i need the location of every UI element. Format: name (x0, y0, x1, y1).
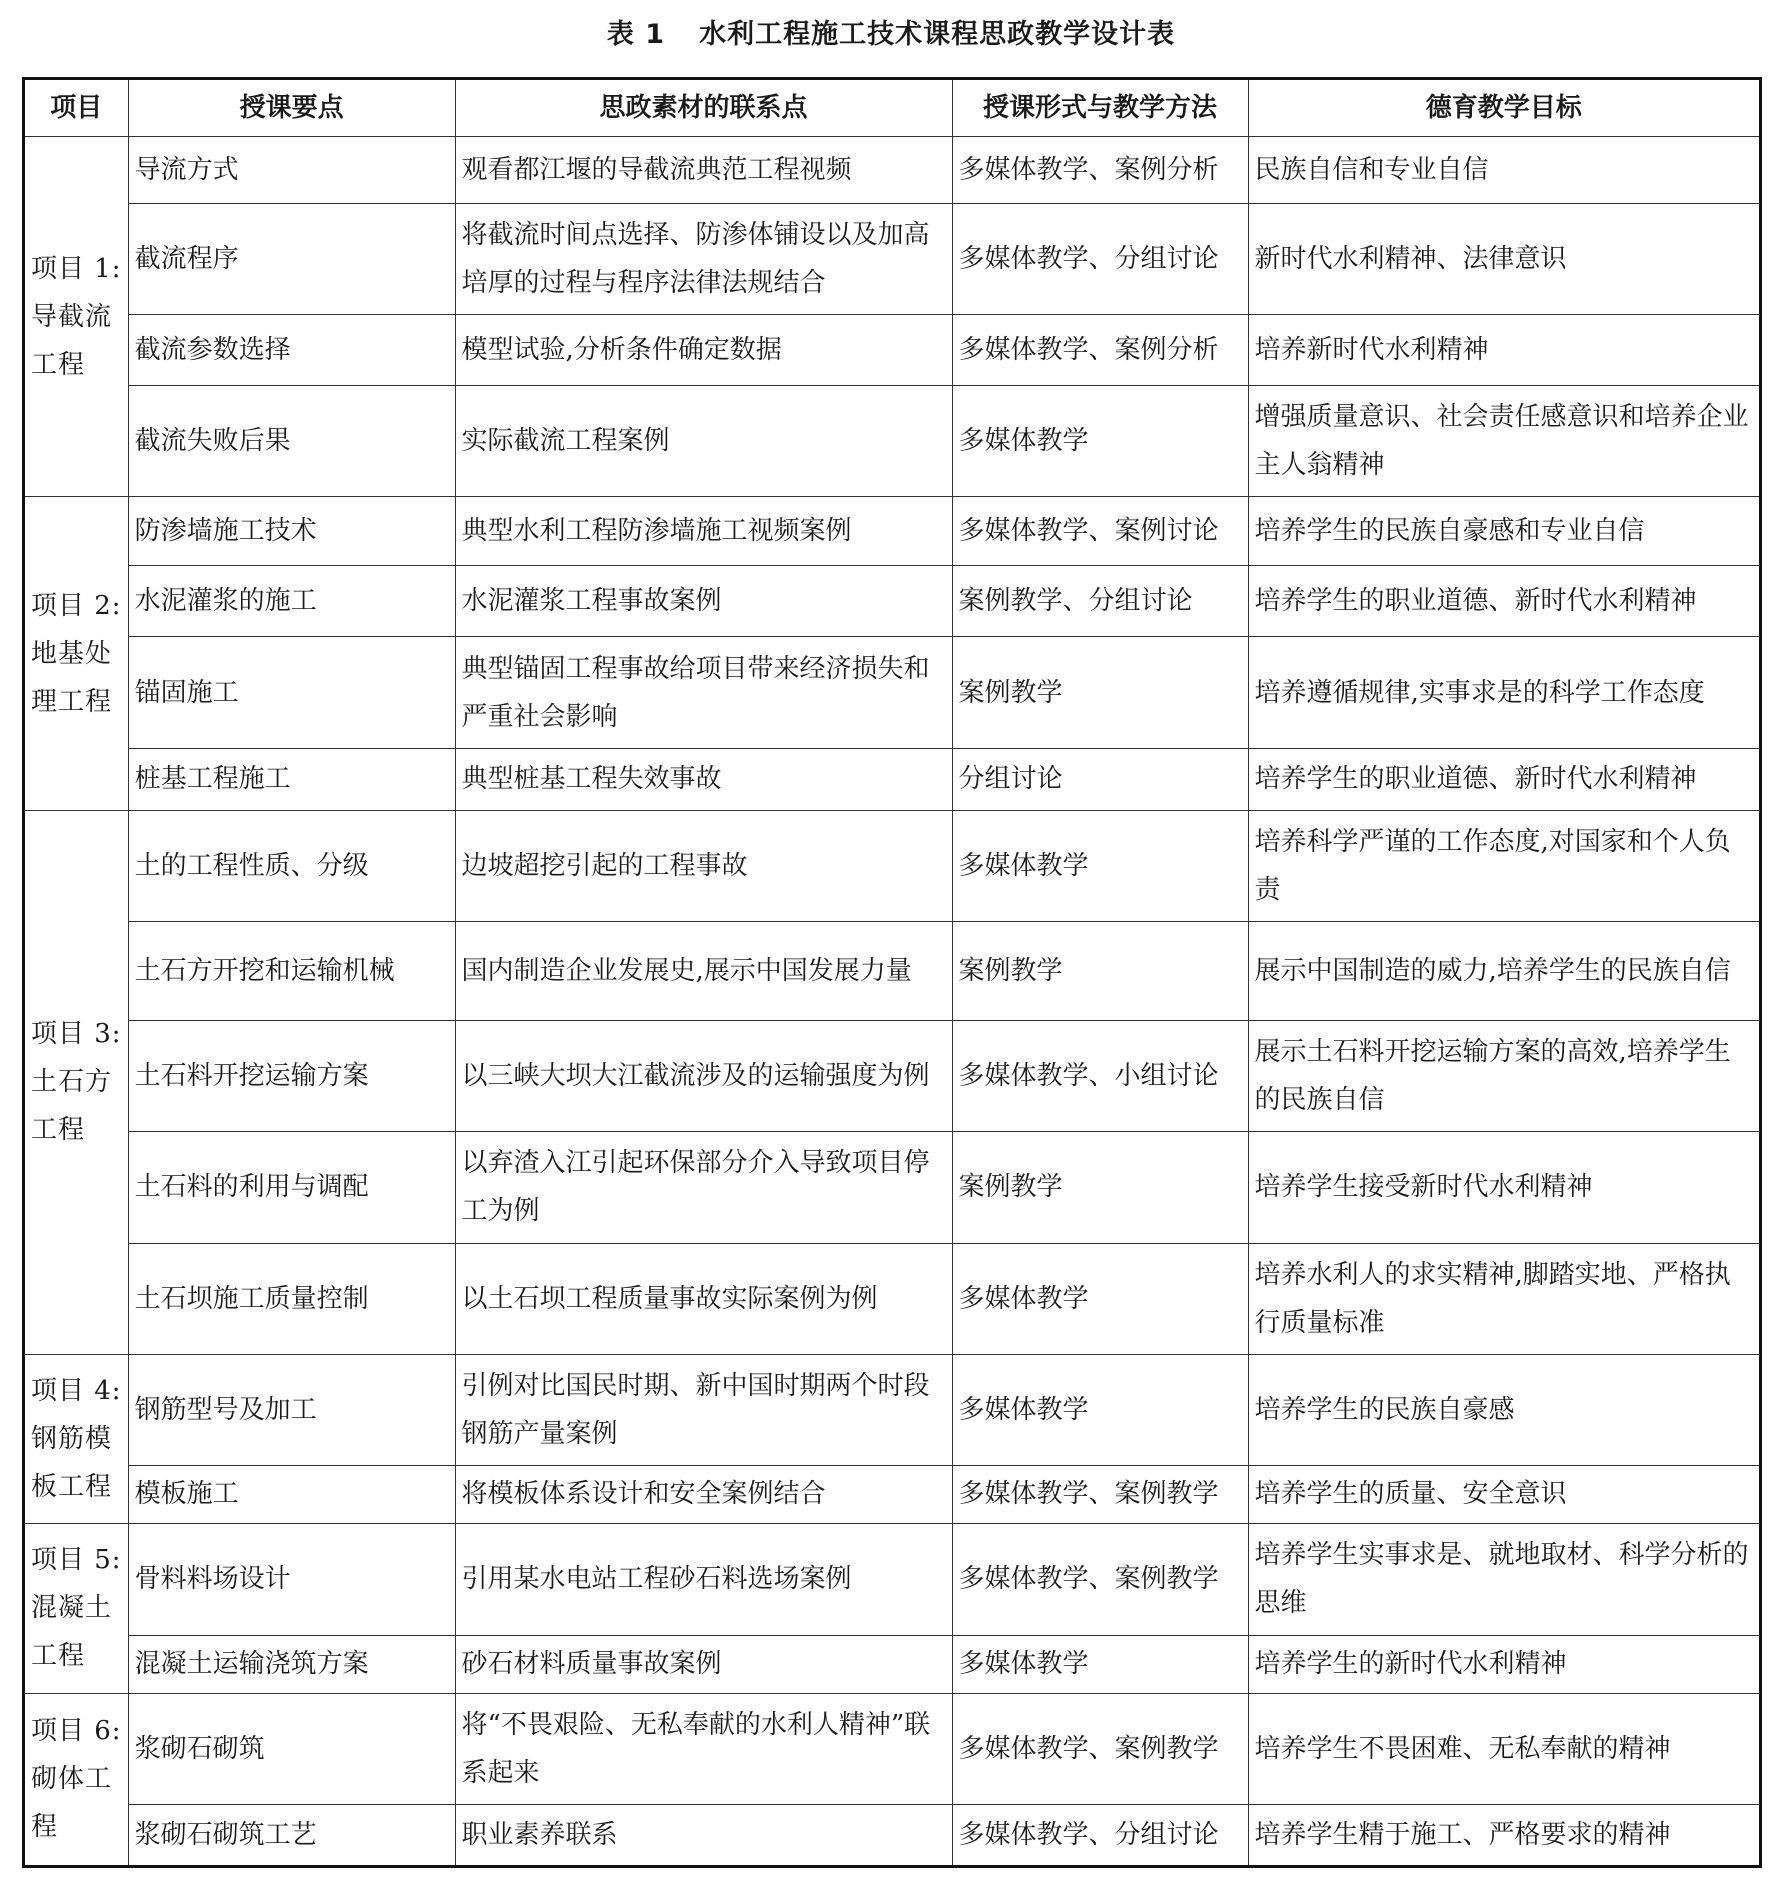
teaching-method-cell: 多媒体教学 (952, 1636, 1248, 1693)
moral-goal-cell: 培养水利人的求实精神,脚踏实地、严格执行质量标准 (1248, 1243, 1760, 1354)
teaching-method-cell: 案例教学、分组讨论 (952, 566, 1248, 637)
table-row (24, 1020, 1761, 1131)
teaching-point-cell: 水泥灌浆的施工 (128, 566, 455, 637)
moral-goal-cell: 新时代水利精神、法律意识 (1248, 203, 1760, 314)
material-link-cell: 以弃渣入江引起环保部分介入导致项目停工为例 (455, 1132, 952, 1243)
header-teaching-method: 授课形式与教学方法 (952, 79, 1248, 137)
project-title-line: 项目 1: (31, 253, 122, 284)
moral-goal-cell: 培养学生的职业道德、新时代水利精神 (1248, 566, 1760, 637)
teaching-point-cell: 模板施工 (128, 1466, 455, 1523)
table-row (24, 314, 1761, 385)
project-title-line: 砌体工 (31, 1764, 113, 1795)
teaching-point-cell: 土石坝施工质量控制 (128, 1243, 455, 1354)
table-row (24, 1693, 1761, 1804)
project-title-line: 钢筋模 (31, 1423, 113, 1454)
moral-goal-cell: 培养学生的新时代水利精神 (1248, 1636, 1760, 1693)
project-cell (24, 810, 129, 1354)
project-title-line: 程 (31, 1812, 59, 1843)
moral-goal-cell: 培养学生实事求是、就地取材、科学分析的思维 (1248, 1523, 1760, 1636)
moral-goal-cell: 培养新时代水利精神 (1248, 314, 1760, 385)
project-title-line: 项目 6: (31, 1716, 122, 1747)
table-row (24, 1804, 1761, 1866)
material-link-cell: 实际截流工程案例 (455, 386, 952, 497)
project-cell (24, 137, 129, 497)
moral-goal-cell: 培养学生的民族自豪感 (1248, 1354, 1760, 1465)
table-row (24, 1132, 1761, 1243)
table-row (24, 497, 1761, 566)
project-title-line: 理工程 (31, 686, 113, 717)
header-moral-goal: 德育教学目标 (1248, 79, 1760, 137)
teaching-method-cell: 多媒体教学、案例教学 (952, 1693, 1248, 1804)
project-cell (24, 1354, 129, 1523)
teaching-method-cell: 多媒体教学、分组讨论 (952, 203, 1248, 314)
material-link-cell: 以土石坝工程质量事故实际案例为例 (455, 1243, 952, 1354)
table-row (24, 637, 1761, 748)
project-title-line: 工程 (31, 349, 86, 380)
table-row (24, 922, 1761, 1021)
teaching-method-cell: 多媒体教学、案例教学 (952, 1466, 1248, 1523)
material-link-cell: 模型试验,分析条件确定数据 (455, 314, 952, 385)
table-row (24, 1466, 1761, 1523)
material-link-cell: 国内制造企业发展史,展示中国发展力量 (455, 922, 952, 1021)
table-number: 表 1 (606, 19, 666, 50)
material-link-cell: 观看都江堰的导截流典范工程视频 (455, 137, 952, 204)
table-row (24, 566, 1761, 637)
moral-goal-cell: 培养学生的职业道德、新时代水利精神 (1248, 748, 1760, 810)
teaching-method-cell: 多媒体教学、案例讨论 (952, 497, 1248, 566)
project-title-line: 土石方 (31, 1067, 113, 1098)
teaching-method-cell: 多媒体教学 (952, 386, 1248, 497)
moral-goal-cell: 培养学生不畏困难、无私奉献的精神 (1248, 1693, 1760, 1804)
material-link-cell: 典型锚固工程事故给项目带来经济损失和严重社会影响 (455, 637, 952, 748)
project-title-line: 项目 4: (31, 1375, 122, 1406)
project-title-line: 工程 (31, 1115, 86, 1146)
teaching-method-cell: 多媒体教学、案例分析 (952, 137, 1248, 204)
header-material-link: 思政素材的联系点 (455, 79, 952, 137)
header-row (24, 79, 1761, 137)
material-link-cell: 将模板体系设计和安全案例结合 (455, 1466, 952, 1523)
teaching-method-cell: 多媒体教学、小组讨论 (952, 1020, 1248, 1131)
table-body (24, 137, 1761, 1867)
material-link-cell: 职业素养联系 (455, 1804, 952, 1866)
moral-goal-cell: 培养科学严谨的工作态度,对国家和个人负责 (1248, 810, 1760, 921)
project-title-line: 板工程 (31, 1471, 113, 1502)
moral-goal-cell: 增强质量意识、社会责任感意识和培养企业主人翁精神 (1248, 386, 1760, 497)
material-link-cell: 引用某水电站工程砂石料选场案例 (455, 1523, 952, 1636)
teaching-method-cell: 案例教学 (952, 922, 1248, 1021)
teaching-method-cell: 多媒体教学 (952, 1354, 1248, 1465)
table-row (24, 1523, 1761, 1636)
teaching-point-cell: 导流方式 (128, 137, 455, 204)
teaching-method-cell: 分组讨论 (952, 748, 1248, 810)
project-title-line: 项目 3: (31, 1019, 122, 1050)
moral-goal-cell: 培养学生精于施工、严格要求的精神 (1248, 1804, 1760, 1866)
project-cell (24, 1693, 129, 1866)
teaching-point-cell: 土的工程性质、分级 (128, 810, 455, 921)
header-teaching-points: 授课要点 (128, 79, 455, 137)
material-link-cell: 典型桩基工程失效事故 (455, 748, 952, 810)
teaching-method-cell: 多媒体教学 (952, 1243, 1248, 1354)
project-cell (24, 497, 129, 810)
moral-goal-cell: 培养遵循规律,实事求是的科学工作态度 (1248, 637, 1760, 748)
table-row (24, 1243, 1761, 1354)
moral-goal-cell: 展示中国制造的威力,培养学生的民族自信 (1248, 922, 1760, 1021)
material-link-cell: 将“不畏艰险、无私奉献的水利人精神”联系起来 (455, 1693, 952, 1804)
table-row (24, 137, 1761, 204)
material-link-cell: 砂石材料质量事故案例 (455, 1636, 952, 1693)
project-title-line: 工程 (31, 1641, 86, 1672)
table-title: 水利工程施工技术课程思政教学设计表 (699, 19, 1176, 50)
teaching-point-cell: 防渗墙施工技术 (128, 497, 455, 566)
teaching-method-cell: 案例教学 (952, 1132, 1248, 1243)
material-link-cell: 典型水利工程防渗墙施工视频案例 (455, 497, 952, 566)
moral-goal-cell: 培养学生的质量、安全意识 (1248, 1466, 1760, 1523)
material-link-cell: 水泥灌浆工程事故案例 (455, 566, 952, 637)
project-title-line: 地基处 (31, 638, 113, 669)
project-title-line: 混凝土 (31, 1593, 113, 1624)
teaching-point-cell: 土石料开挖运输方案 (128, 1020, 455, 1131)
project-title-line: 项目 5: (31, 1545, 122, 1576)
teaching-point-cell: 骨料料场设计 (128, 1523, 455, 1636)
table-row (24, 810, 1761, 921)
teaching-point-cell: 锚固施工 (128, 637, 455, 748)
project-title-line: 导截流 (31, 301, 113, 332)
table-row (24, 203, 1761, 314)
moral-goal-cell: 培养学生的民族自豪感和专业自信 (1248, 497, 1760, 566)
teaching-method-cell: 多媒体教学、分组讨论 (952, 1804, 1248, 1866)
material-link-cell: 引例对比国民时期、新中国时期两个时段钢筋产量案例 (455, 1354, 952, 1465)
teaching-method-cell: 多媒体教学、案例教学 (952, 1523, 1248, 1636)
table-row (24, 1636, 1761, 1693)
header-project: 项目 (24, 79, 129, 137)
course-design-table (22, 77, 1762, 1868)
project-cell (24, 1523, 129, 1693)
teaching-method-cell: 多媒体教学、案例分析 (952, 314, 1248, 385)
material-link-cell: 边坡超挖引起的工程事故 (455, 810, 952, 921)
teaching-method-cell: 案例教学 (952, 637, 1248, 748)
teaching-point-cell: 土石方开挖和运输机械 (128, 922, 455, 1021)
teaching-point-cell: 截流参数选择 (128, 314, 455, 385)
teaching-point-cell: 土石料的利用与调配 (128, 1132, 455, 1243)
teaching-point-cell: 桩基工程施工 (128, 748, 455, 810)
table-row (24, 386, 1761, 497)
table-row (24, 1354, 1761, 1465)
teaching-point-cell: 截流程序 (128, 203, 455, 314)
moral-goal-cell: 民族自信和专业自信 (1248, 137, 1760, 204)
teaching-point-cell: 浆砌石砌筑工艺 (128, 1804, 455, 1866)
moral-goal-cell: 展示土石料开挖运输方案的高效,培养学生的民族自信 (1248, 1020, 1760, 1131)
material-link-cell: 将截流时间点选择、防渗体铺设以及加高培厚的过程与程序法律法规结合 (455, 203, 952, 314)
teaching-method-cell: 多媒体教学 (952, 810, 1248, 921)
teaching-point-cell: 浆砌石砌筑 (128, 1693, 455, 1804)
table-row (24, 748, 1761, 810)
project-title-line: 项目 2: (31, 590, 122, 621)
teaching-point-cell: 混凝土运输浇筑方案 (128, 1636, 455, 1693)
teaching-point-cell: 截流失败后果 (128, 386, 455, 497)
teaching-point-cell: 钢筋型号及加工 (128, 1354, 455, 1465)
table-caption (0, 12, 1782, 51)
material-link-cell: 以三峡大坝大江截流涉及的运输强度为例 (455, 1020, 952, 1131)
moral-goal-cell: 培养学生接受新时代水利精神 (1248, 1132, 1760, 1243)
